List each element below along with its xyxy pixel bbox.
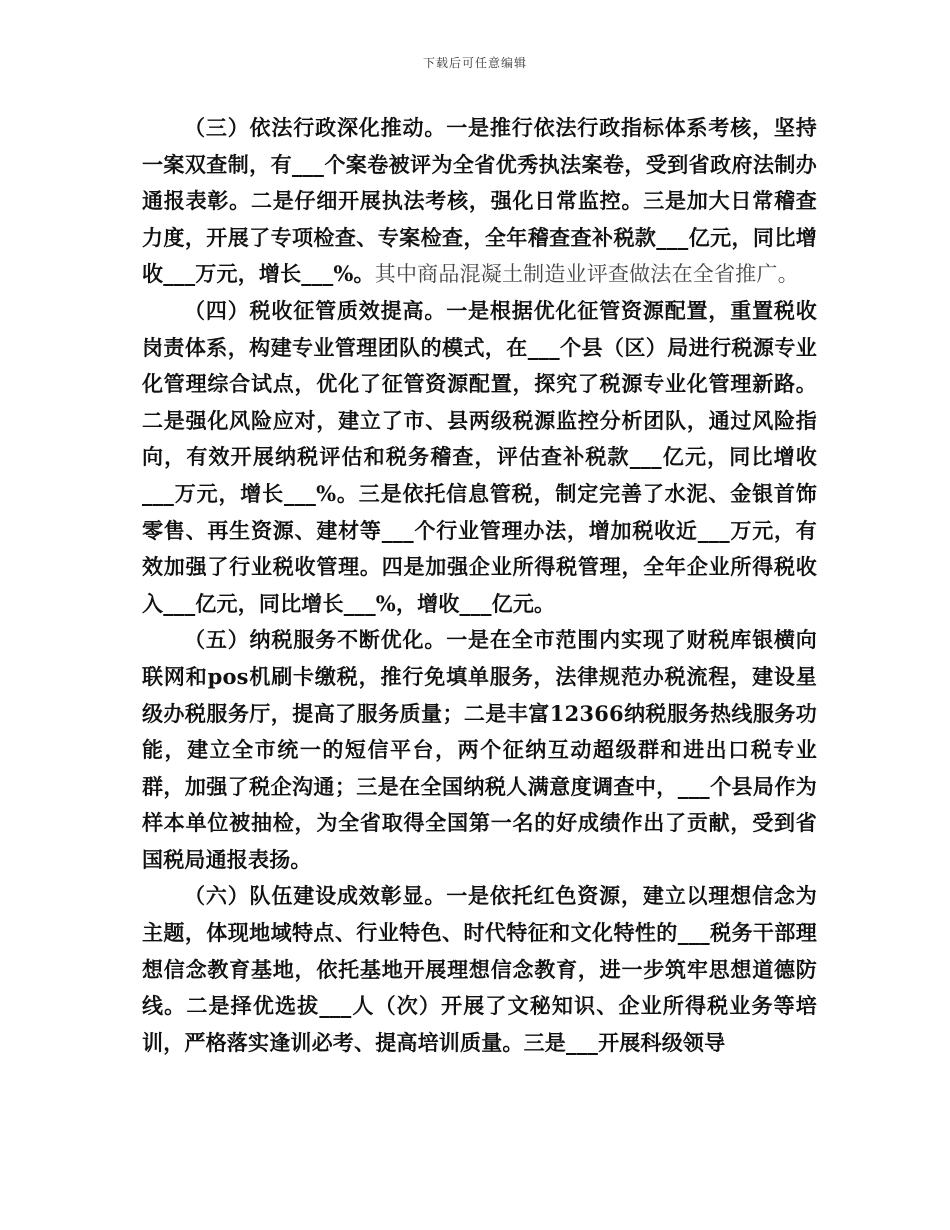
paragraph-text: （六）队伍建设成效彰显。一是依托红色资源，建立以理想信念为主题，体现地域特点、行业特色、时代特征和文化特性的___税务干部理想信念教育基地，依托基地开展理想信念教育，进一步筑牢思想道德防线。二是择优选拔___人（次）开展了文秘知识、企业所得税业务等培训，严格落实逢训必考、提高培训质量。三是___开展科级领导: [142, 883, 817, 1055]
paragraph-taxpayer-service: [142, 622, 817, 878]
paragraph-text: （三）依法行政深化推动。一是推行依法行政指标体系考核，坚持一案双查制，有___个案卷被评为全省优秀执法案卷，受到省政府法制办通报表彰。二是仔细开展执法考核，强化日常监控。三是加大日常稽查力度，开展了专项检查、专案检查，全年稽查查补税款___亿元，同比增收___万元，增长___%。: [142, 115, 817, 287]
page-header: 下载后可任意编辑: [422, 56, 527, 70]
paragraph-tax-administration: [142, 293, 817, 622]
document-body: [142, 110, 817, 1061]
paragraph-rule-of-law: [142, 110, 817, 293]
paragraph-tail-text: 其中商品混凝土制造业评查做法在全省推广。: [374, 262, 799, 287]
paragraph-text: （四）税收征管质效提高。一是根据优化征管资源配置，重置税收岗责体系，构建专业管理团队的模式，在___个县（区）局进行税源专业化管理综合试点，优化了征管资源配置，探究了税源专业化管理新路。二是强化风险应对，建立了市、县两级税源监控分析团队，通过风险指向，有效开展纳税评估和税务稽查，评估查补税款___亿元，同比增收___万元，增长___%。三是依托信息管税，制定完善了水泥、金银首饰零售、再生资源、建材等___个行业管理办法，增加税收近___万元，有效加强了行业税收管理。四是加强企业所得税管理，全年企业所得税收入___亿元，同比增长___%，增收___亿元。: [142, 297, 817, 616]
paragraph-team-building: [142, 878, 817, 1061]
paragraph-text: （五）纳税服务不断优化。一是在全市范围内实现了财税库银横向联网和pos机刷卡缴税，推行免填单服务，法律规范办税流程，建设星级办税服务厅，提高了服务质量；二是丰富12366纳税服务热线服务功能，建立全市统一的短信平台，两个征纳互动超级群和进出口税专业群，加强了税企沟通；三是在全国纳税人满意度调查中，___个县局作为样本单位被抽检，为全省取得全国第一名的好成绩作出了贡献，受到省国税局通报表扬。: [142, 627, 817, 872]
